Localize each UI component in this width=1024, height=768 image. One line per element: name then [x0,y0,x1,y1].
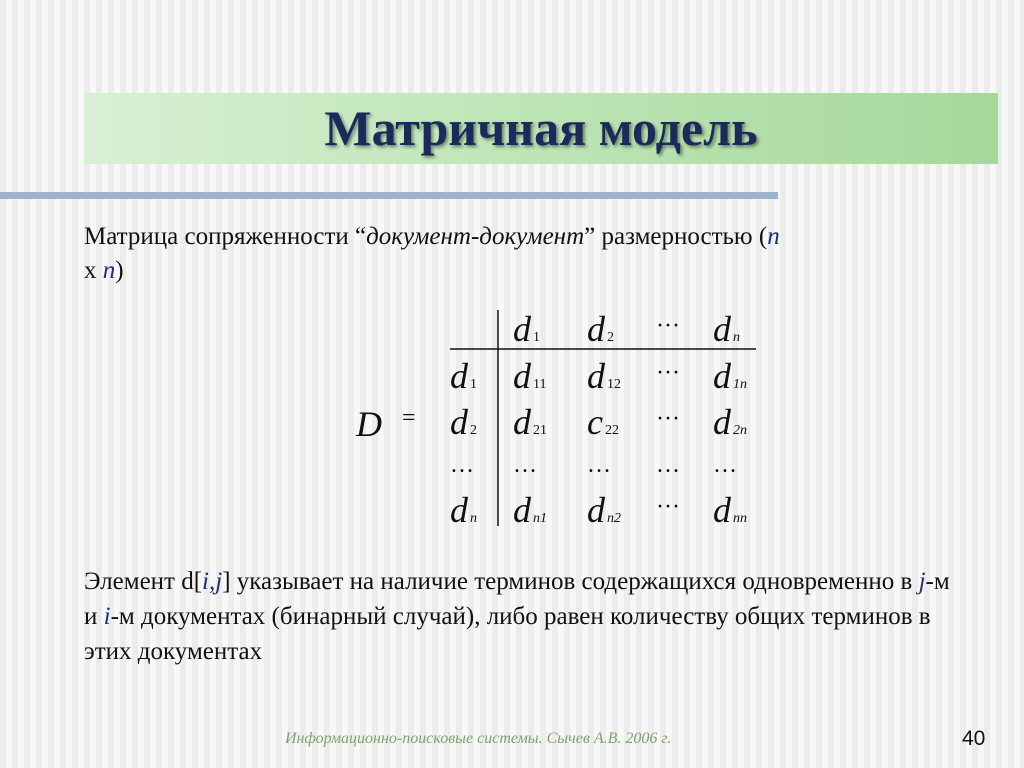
matrix-col-header: d 2 [587,309,614,349]
desc-var-ij: i,j [202,568,223,595]
intro-var-n1: n [767,223,780,250]
matrix-cell: … [587,452,611,478]
matrix-row-label: … [450,452,474,478]
matrix-cell: … [713,452,737,478]
matrix-row-label: dn [450,490,477,530]
desc-text-2: ] указывает на наличие терминов содержащихся одновременно в [222,568,919,595]
desc-text-3: -м и [84,568,950,630]
footer-credit: Информационно-поисковые системы. Сычев А.В. 2006 г. [285,730,672,747]
desc-var-i: i [103,603,111,630]
desc-var-j: j [918,568,926,595]
matrix-cell: c 22 [587,402,619,442]
intro-line2-pre: х [84,257,103,284]
intro-italic-term: документ-документ [366,223,585,250]
intro-var-n2: n [102,257,116,284]
matrix-row-label: d 2 [450,402,477,442]
matrix-cell: d 21 [513,402,547,442]
intro-text-2: ” размерностью ( [584,223,768,250]
matrix-cell: ··· [656,406,680,432]
matrix-cell: d 1n [713,356,747,396]
matrix-col-header: dn [713,309,740,349]
matrix-cell: … [513,452,537,478]
matrix-row-label: d 1 [450,356,477,396]
intro-text: Матрица сопряженности “ [84,223,367,250]
matrix-equals: = [402,405,416,431]
matrix-cell: ··· [656,494,680,520]
desc-text-4: -м документах (бинарный случай), либо равен количеству общих терминов в этих документах [84,603,931,665]
matrix-cell: d 2n [713,402,747,442]
matrix-col-header: ··· [656,313,680,339]
matrix-cell: ··· [656,360,680,386]
matrix-cell: d 12 [587,356,621,396]
matrix-cell: dn2 [587,490,621,530]
intro-line2-post: ) [115,257,124,284]
matrix-cell: … [656,452,680,478]
slide-title: Матричная модель [324,100,758,156]
matrix-lhs: D [356,404,382,444]
page-number: 40 [962,727,986,750]
desc-text-1: Элемент d[ [84,568,203,595]
matrix-cell: dn1 [513,490,547,530]
matrix-col-header: d 1 [513,309,540,349]
description-paragraph [84,564,964,669]
matrix-cell: dnn [713,490,747,530]
matrix-cell: d 11 [513,356,547,396]
